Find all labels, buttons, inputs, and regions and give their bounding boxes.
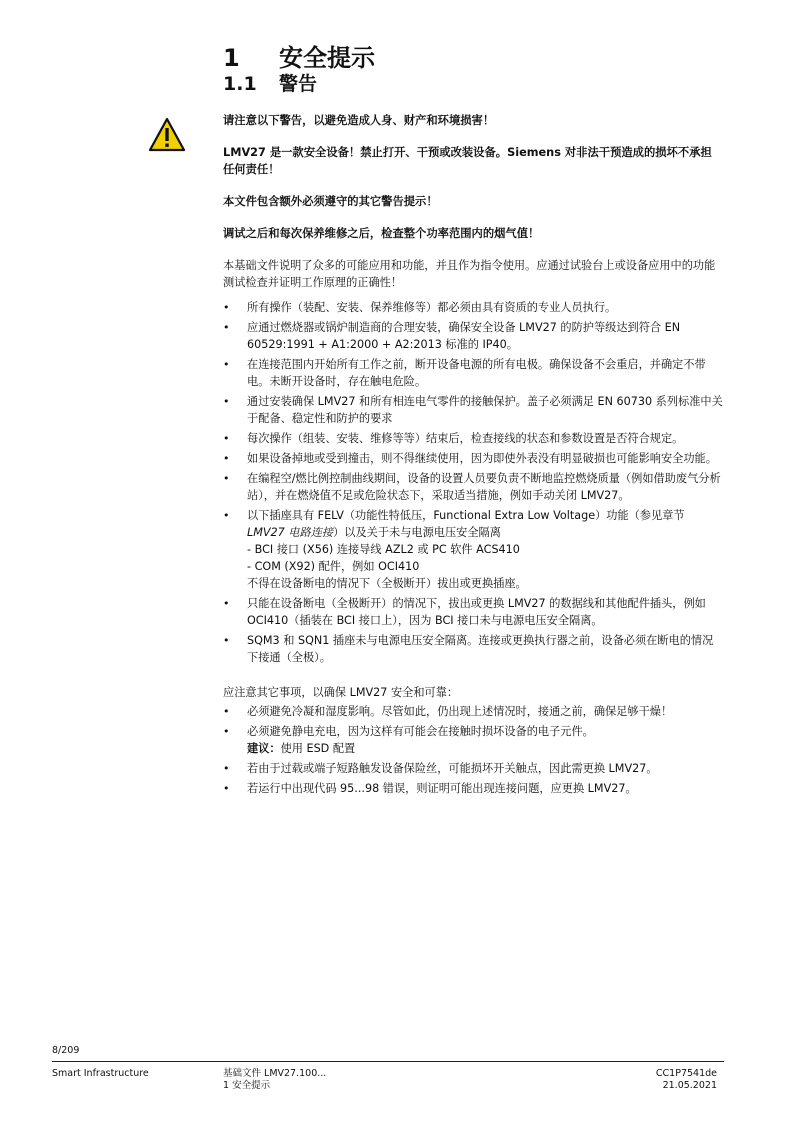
list-item <box>223 723 723 757</box>
warning-text: 调试之后和每次保养维修之后，检查整个功率范围内的烟气值！ <box>223 227 540 240</box>
footer-date: 21.05.2021 <box>662 1080 717 1091</box>
footer-meta <box>560 1068 717 1092</box>
list-item: • 如果设备掉地或受到撞击，则不得继续使用，因为即使外表没有明显破损也可能影响安全功能。 <box>223 450 723 467</box>
chapter-number: 1 <box>223 44 240 72</box>
footer-doc-section: 1 安全提示 <box>223 1080 271 1091</box>
felv-text-end: ）以及关于未与电源电压安全隔离 <box>333 526 501 539</box>
footer-doc-title: 基础文件 LMV27.100... <box>223 1068 327 1079</box>
chapter-heading <box>223 38 375 73</box>
felv-sub-item: - COM (X92) 配件，例如 OCI410 <box>247 560 420 573</box>
list-item: • 应通过燃烧器或锅炉制造商的合理安装，确保安全设备 LMV27 的防护等级达到符合 EN 60529:1991 + A1:2000 + A2:2013 标准的 IP40。 <box>223 319 723 353</box>
footer-company: Smart Infrastructure <box>52 1068 149 1079</box>
tip-line <box>247 740 723 757</box>
felv-chapter-ref: LMV27 电路连接 <box>247 526 334 539</box>
section-title: 警告 <box>279 73 318 95</box>
list-item-felv <box>223 507 723 592</box>
section2-intro: 应注意其它事项，以确保 LMV27 安全和可靠： <box>223 686 459 699</box>
felv-text: 以下插座具有 FELV（功能性特低压，Functional Extra Low Voltage）功能（参见章节 <box>247 509 685 522</box>
chapter-title: 安全提示 <box>279 44 375 72</box>
list-item: • 只能在设备断电（全极断开）的情况下，拔出或更换 LMV27 的数据线和其他配件插头，例如 OCI410（插装在 BCI 接口上），因为 BCI 接口未与电源电压安全隔离。 <box>223 595 723 629</box>
warning-block <box>223 112 723 242</box>
reliability-list <box>223 703 723 797</box>
list-item: • SQM3 和 SQN1 插座未与电源电压安全隔离。连接或更换执行器之前，设备必须在断电的情况下接通（全极）。 <box>223 632 723 666</box>
felv-sub-item: 不得在设备断电的情况下（全极断开）拔出或更换插座。 <box>247 577 527 590</box>
warning-text: LMV27 是一款安全设备！禁止打开、干预或改装设备。Siemens 对非法干预造成的损坏不承担任何责任！ <box>223 146 712 176</box>
footer-divider <box>52 1061 724 1062</box>
warning-triangle-icon <box>148 117 186 153</box>
safety-list <box>223 299 723 666</box>
page-number: 8/209 <box>52 1045 80 1056</box>
section-heading <box>223 69 317 96</box>
list-item: • 若运行中出现代码 95...98 错误，则证明可能出现连接问题，应更换 LMV27。 <box>223 780 723 797</box>
list-item: • 在编程空/燃比例控制曲线期间，设备的设置人员要负责不断地监控燃烧质量（例如借助废气分析站），并在燃烧值不足或危险状态下，采取适当措施，例如手动关闭 LMV27。 <box>223 470 723 504</box>
list-item: • 通过安装确保 LMV27 和所有相连电气零件的接触保护。盖子必须满足 EN 60730 系列标准中关于配备、稳定性和防护的要求 <box>223 393 723 427</box>
body-text <box>223 257 723 797</box>
warning-text: 本文件包含额外必须遵守的其它警告提示！ <box>223 195 438 208</box>
main-content <box>223 112 723 800</box>
warning-text: 请注意以下警告，以避免造成人身、财产和环境损害！ <box>223 114 495 127</box>
list-item: • 每次操作（组装、安装、维修等等）结束后，检查接线的状态和参数设置是否符合规定。 <box>223 430 723 447</box>
list-item: • 必须避免冷凝和湿度影响。尽管如此，仍出现上述情况时，接通之前，确保足够干燥！ <box>223 703 723 720</box>
list-item: • 所有操作（装配、安装、保养维修等）都必须由具有资质的专业人员执行。 <box>223 299 723 316</box>
intro-paragraph: 本基础文件说明了众多的可能应用和功能，并且作为指令使用。应通过试验台上或设备应用中的功能测试检查并证明工作原理的正确性！ <box>223 259 716 289</box>
footer-doc-code: CC1P7541de <box>655 1068 717 1079</box>
section-number: 1.1 <box>223 73 257 95</box>
list-item: • 若由于过载或端子短路触发设备保险丝，可能损坏开关触点，因此需更换 LMV27。 <box>223 760 723 777</box>
list-item: • 在连接范围内开始所有工作之前，断开设备电源的所有电极。确保设备不会重启，并确定不带电。未断开设备时，存在触电危险。 <box>223 356 723 390</box>
tip-label: 建议： <box>247 742 281 755</box>
felv-sub-item: - BCI 接口 (X56) 连接导线 AZL2 或 PC 软件 ACS410 <box>247 543 520 556</box>
tip-text: 使用 ESD 配置 <box>280 742 356 755</box>
footer-document <box>223 1068 326 1092</box>
list-item-text: 必须避免静电充电，因为这样有可能会在接触时损坏设备的电子元件。 <box>247 725 594 738</box>
